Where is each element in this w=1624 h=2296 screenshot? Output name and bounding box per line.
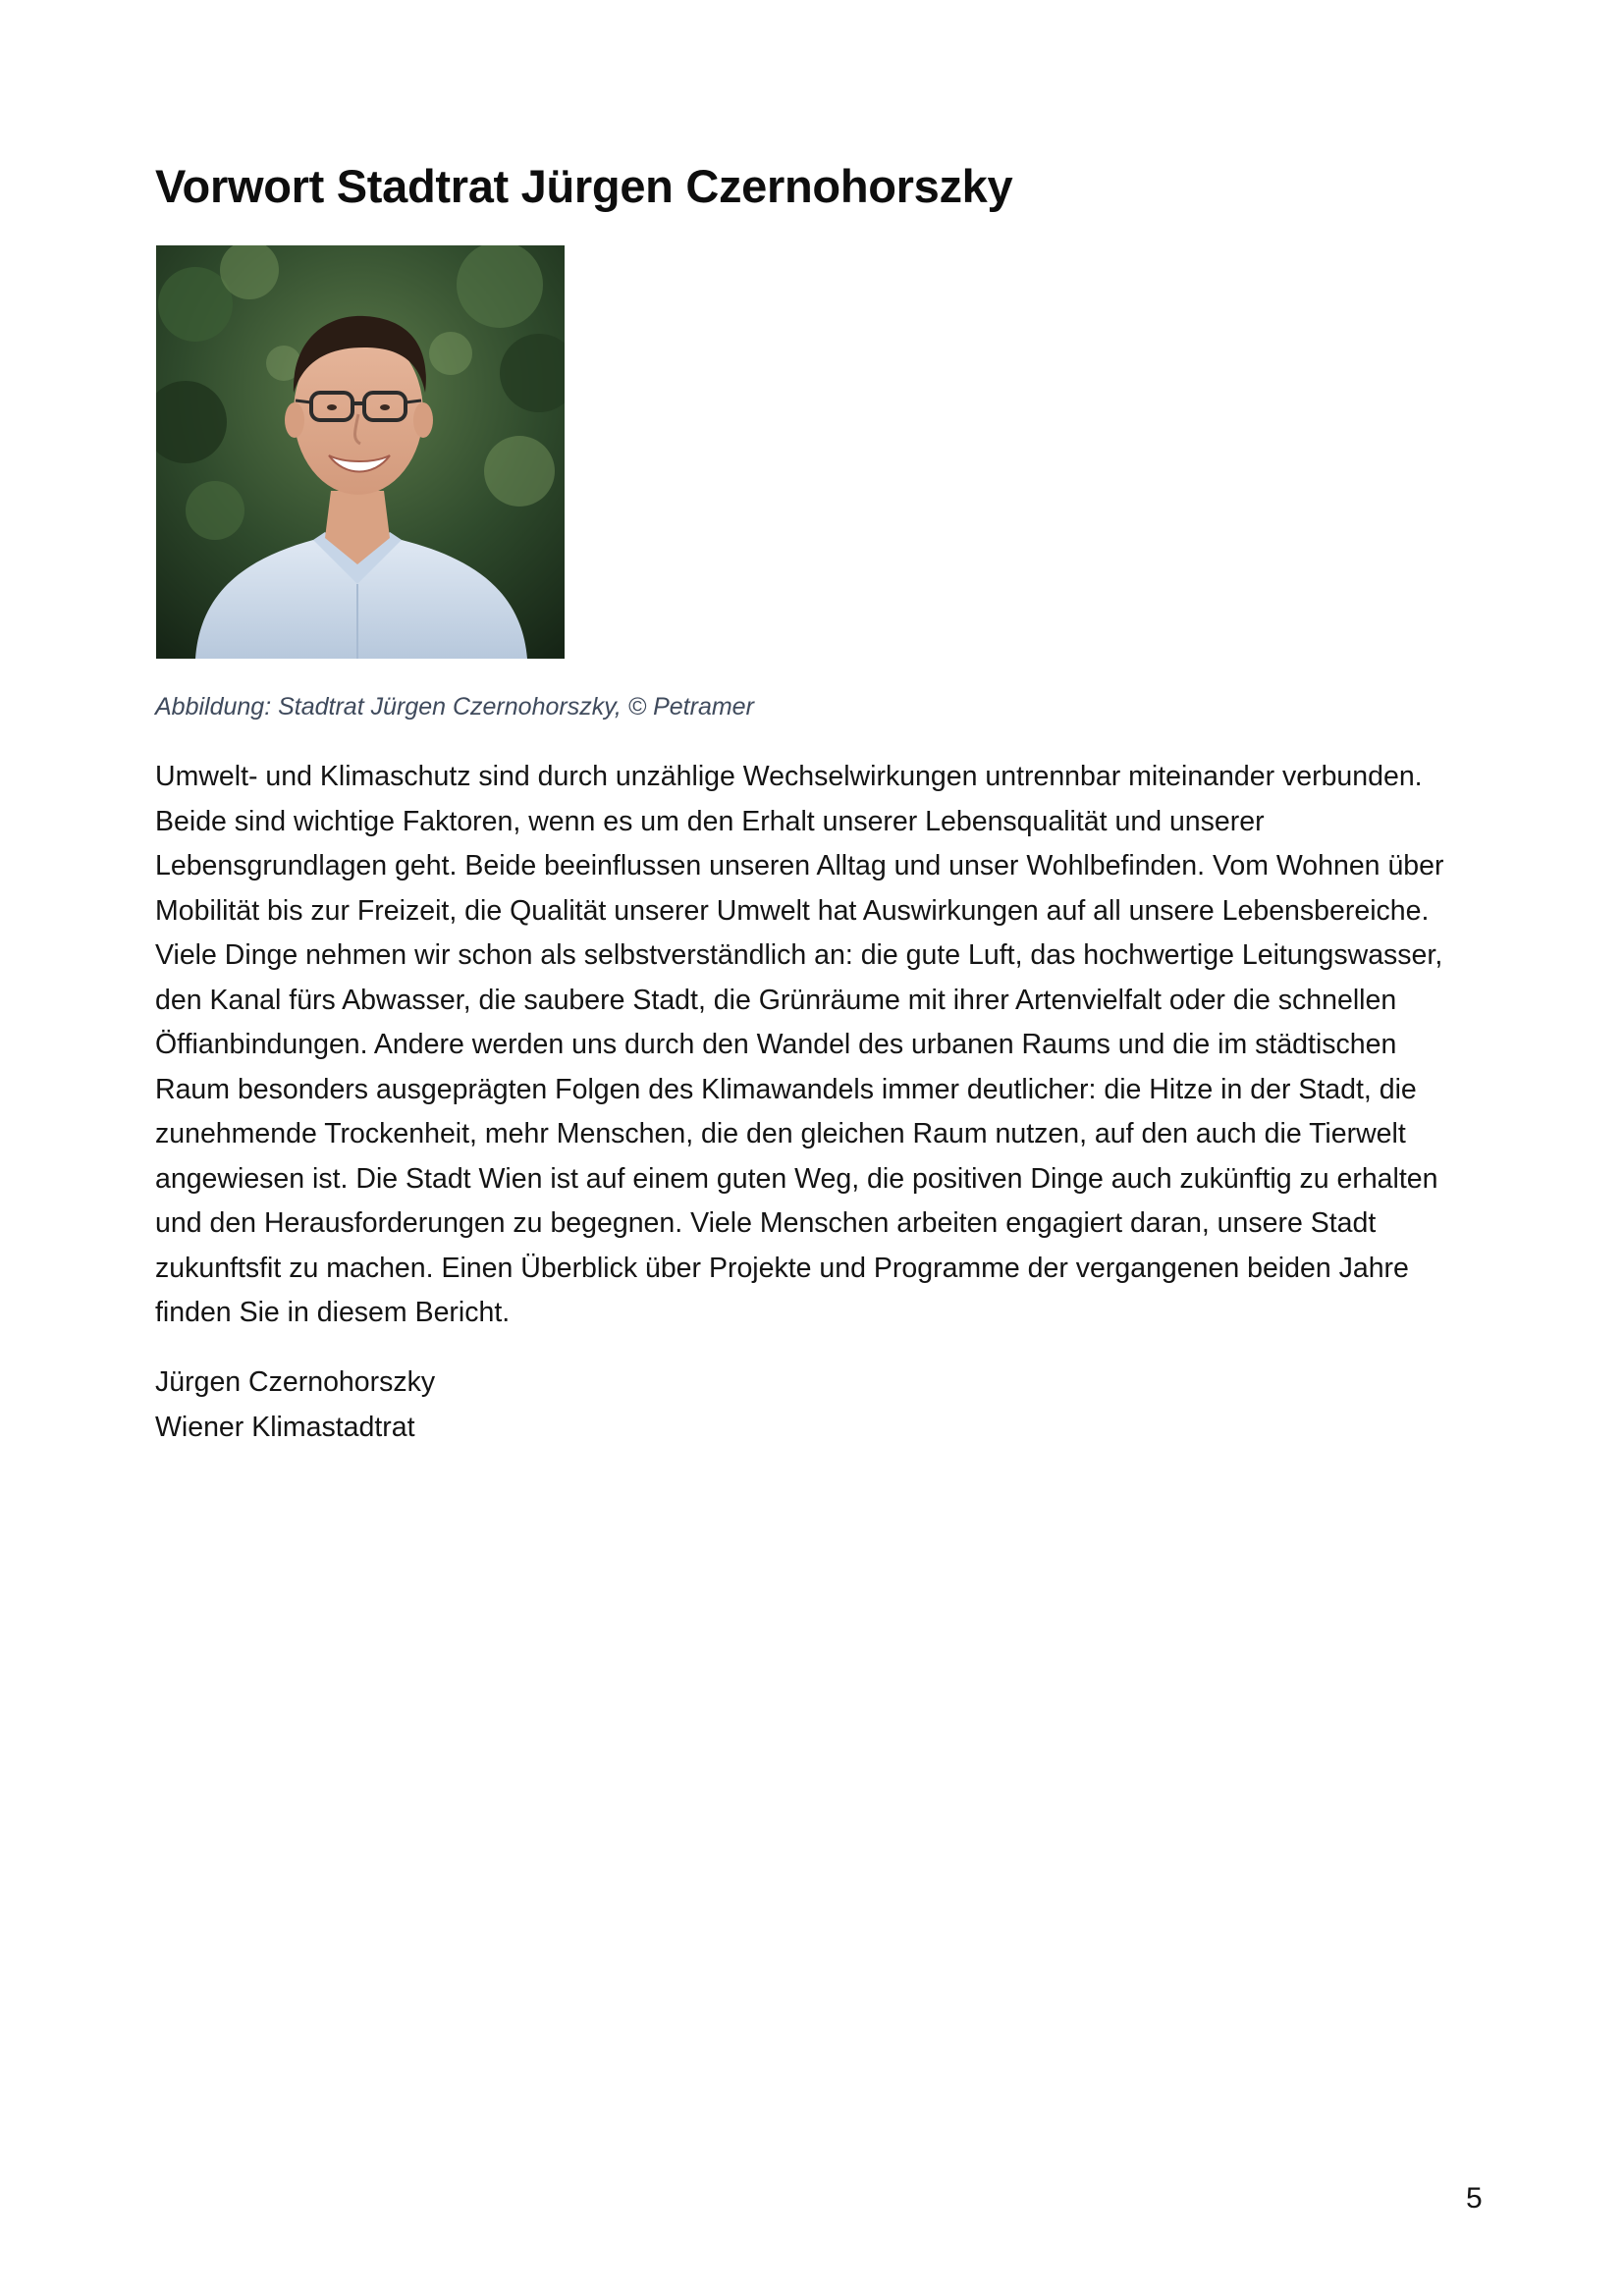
body-line: Viele Dinge nehmen wir schon als selbstverständlich an: die gute Luft, das hochwertige Leitungswasser, [155,939,1443,971]
page-title: Vorwort Stadtrat Jürgen Czernohorszky [155,160,1013,212]
signature-name: Jürgen Czernohorszky [155,1366,436,1398]
signature-role: Wiener Klimastadtrat [155,1411,415,1443]
page-number: 5 [1466,2182,1483,2215]
body-line: Umwelt- und Klimaschutz sind durch unzählige Wechselwirkungen untrennbar miteinander verbunden. [155,761,1423,792]
body-line: Raum besonders ausgeprägten Folgen des Klimawandels immer deutlicher: die Hitze in der Stadt, die [155,1073,1417,1105]
body-line: zunehmende Trockenheit, mehr Menschen, die den gleichen Raum nutzen, auf den auch die Tierwelt [155,1118,1406,1149]
body-line: Beide sind wichtige Faktoren, wenn es um den Erhalt unserer Lebensqualität und unserer [155,805,1265,837]
body-line: angewiesen ist. Die Stadt Wien ist auf einem guten Weg, die positiven Dinge auch zukünftig zu erhalten [155,1162,1438,1195]
body-line: Mobilität bis zur Freizeit, die Qualität unserer Umwelt hat Auswirkungen auf all unsere Lebensbereiche. [155,894,1430,927]
signature-block [155,1361,435,1450]
figure-caption: Abbildung: Stadtrat Jürgen Czernohorszky, © Petramer [155,693,754,721]
body-line: Lebensgrundlagen geht. Beide beeinflussen unseren Alltag und unser Wohlbefinden. Vom Wohnen über [155,850,1444,881]
body-paragraph [155,755,1481,1336]
body-line: zukunftsfit zu machen. Einen Überblick über Projekte und Programme der vergangenen beiden Jahre [155,1252,1409,1284]
body-line: und den Herausforderungen zu begegnen. Viele Menschen arbeiten engagiert daran, unsere Stadt [155,1207,1377,1239]
body-line: den Kanal fürs Abwasser, die saubere Stadt, die Grünräume mit ihrer Artenvielfalt oder die schnellen [155,984,1397,1016]
body-line: Öffianbindungen. Andere werden uns durch den Wandel des urbanen Raums und die im städtischen [155,1029,1397,1060]
body-line: finden Sie in diesem Bericht. [155,1297,511,1328]
portrait-photo [156,245,565,659]
